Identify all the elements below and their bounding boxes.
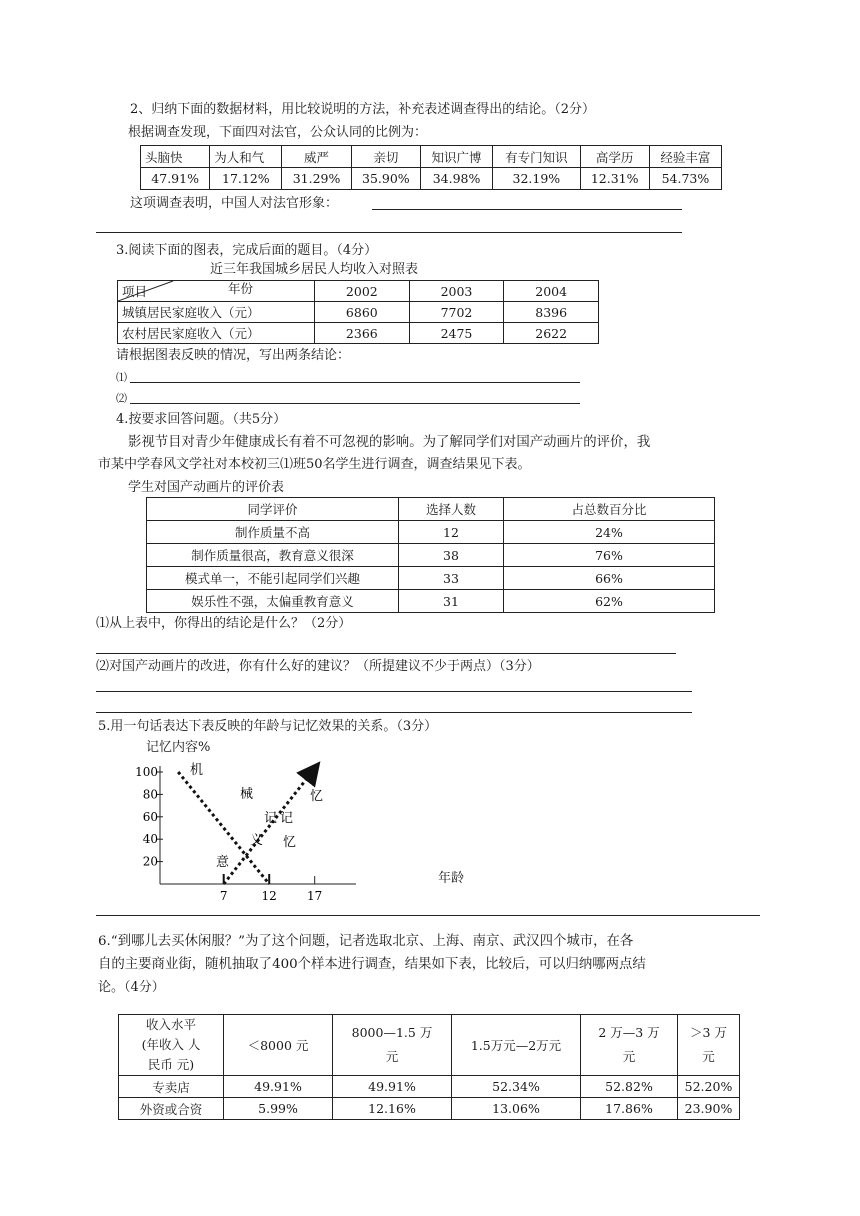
y-tick-label: 60: [142, 809, 158, 824]
q6-col-header-line: 元: [385, 1049, 399, 1064]
q4-header-count: 选择人数: [399, 498, 504, 521]
table-row: [119, 1015, 740, 1076]
q6-col-header-line: 8000—1.5 万: [351, 1025, 433, 1040]
q3-row-label-urban: 城镇居民家庭收入（元）: [118, 302, 315, 323]
q6-corner-line: (年收入 人: [141, 1037, 201, 1052]
q6-table: [118, 1014, 740, 1120]
q5-ylabel: 记忆内容%: [146, 740, 211, 755]
q6-col-header-line: 元: [622, 1049, 636, 1064]
q4-title: 4.按要求回答问题。（共5分）: [116, 412, 287, 427]
q6-col-header: [581, 1015, 678, 1076]
q3-prompt: 请根据图表反映的情况，写出两条结论：: [116, 348, 351, 363]
q4-answer-line-2[interactable]: [96, 691, 692, 692]
meaningful-label-char: 忆: [310, 789, 324, 804]
q3-cell: 2622: [504, 323, 599, 344]
q4-row-count: 33: [399, 567, 504, 590]
q2-table: [140, 145, 722, 190]
q2-header-7: 高学历: [580, 146, 649, 168]
q3-cell: 8396: [504, 302, 599, 323]
y-tick-label: 20: [142, 854, 158, 869]
q2-value-5: 34.98%: [420, 168, 492, 190]
q4-row-pct: 24%: [504, 521, 715, 544]
q6-cell: 52.34%: [452, 1076, 581, 1098]
q3-corner-cell: [118, 281, 315, 302]
q6-cell: 17.86%: [581, 1098, 678, 1120]
q6-col-header: [333, 1015, 452, 1076]
q6-cell: 13.06%: [452, 1098, 581, 1120]
q6-col-header-line: 元: [702, 1049, 715, 1064]
q4-sub1: ⑴从上表中，你得出的结论是什么？（2分）: [96, 616, 352, 631]
q4-row-label: 制作质量不高: [147, 521, 399, 544]
q6-corner-cell: [119, 1015, 224, 1076]
q3-year-1: 2002: [315, 281, 410, 302]
q2-value-7: 12.31%: [580, 168, 649, 190]
y-tick-label: 40: [142, 832, 158, 847]
table-row: [147, 567, 715, 590]
meaningful-label-char: 记: [280, 811, 294, 826]
meaningful-label-char: 意: [216, 855, 230, 870]
q6-cell: 49.91%: [333, 1076, 452, 1098]
q2-header-2: 为人和气: [210, 146, 282, 168]
x-tick-label: 12: [261, 889, 277, 903]
x-tick-label: 17: [307, 889, 323, 903]
table-row: [141, 146, 722, 168]
q4-answer-line-3[interactable]: [96, 712, 692, 713]
table-row: [118, 323, 599, 344]
q6-corner-line: 民币 元): [147, 1057, 195, 1072]
q2-value-6: 32.19%: [493, 168, 580, 190]
q3-cell: 7702: [409, 302, 504, 323]
q3-cell: 2366: [315, 323, 410, 344]
q3-table: [117, 280, 599, 344]
mechanical-label-char: 械: [240, 787, 254, 802]
q4-row-count: 38: [399, 544, 504, 567]
q6-para2: 自的主要商业街，随机抽取了400个样本进行调查，结果如下表，比较后，可以归纳哪两点结: [98, 957, 646, 972]
q4-row-pct: 62%: [504, 590, 715, 613]
q2-header-3: 威严: [282, 146, 351, 168]
table-row: [147, 590, 715, 613]
q4-row-count: 31: [399, 590, 504, 613]
q3-row-label-rural: 农村居民家庭收入（元）: [118, 323, 315, 344]
q6-col-header-line: 2 万—3 万: [598, 1025, 660, 1040]
q6-cell: 52.82%: [581, 1076, 678, 1098]
table-row: [119, 1076, 740, 1098]
mechanical-label-char: 忆: [283, 835, 297, 850]
q2-value-8: 54.73%: [649, 168, 721, 190]
q3-cell: 2475: [409, 323, 504, 344]
table-row: [118, 281, 599, 302]
q4-table: [146, 497, 715, 613]
q3-table-title: 近三年我国城乡居民人均收入对照表: [210, 262, 419, 277]
q6-cell: 23.90%: [678, 1098, 740, 1120]
q4-para2: 市某中学春风文学社对本校初三⑴班50名学生进行调查，调查结果见下表。: [98, 457, 531, 472]
q6-cell: 5.99%: [224, 1098, 333, 1120]
q6-cell: 12.16%: [333, 1098, 452, 1120]
table-row: [141, 168, 722, 190]
q4-row-pct: 76%: [504, 544, 715, 567]
q6-row-label: 外资或合资: [119, 1098, 224, 1120]
q2-value-4: 35.90%: [351, 168, 420, 190]
q2-value-1: 47.91%: [141, 168, 210, 190]
q6-para3: 论。（4分）: [98, 980, 165, 995]
mechanical-label-char: 机: [190, 763, 204, 778]
q2-answer-line-2[interactable]: [96, 232, 682, 233]
q4-para1: 影视节目对青少年健康成长有着不可忽视的影响。为了解同学们对国产动画片的评价，我: [128, 435, 651, 450]
x-tick-label: 7: [219, 889, 228, 903]
table-row: [118, 302, 599, 323]
q3-corner-year: 年份: [228, 281, 254, 296]
meaningful-label-char: 义: [250, 833, 264, 848]
q4-row-label: 娱乐性不强，太偏重教育意义: [147, 590, 399, 613]
y-tick-label: 80: [142, 787, 158, 802]
q4-header-pct: 占总数百分比: [504, 498, 715, 521]
q2-header-5: 知识广博: [420, 146, 492, 168]
table-row: [147, 498, 715, 521]
table-row: [147, 521, 715, 544]
q6-corner-line: 收入水平: [145, 1017, 196, 1032]
table-row: [119, 1098, 740, 1120]
q4-sub2: ⑵对国产动画片的改进，你有什么好的建议？（所提建议不少于两点）（3分）: [96, 659, 540, 674]
q6-col-header-line: ＞3 万: [690, 1025, 727, 1040]
q2-title: 2、归纳下面的数据材料，用比较说明的方法，补充表述调查得出的结论。（2分）: [130, 102, 596, 117]
q2-header-4: 亲切: [351, 146, 420, 168]
q3-corner-item: 项目: [122, 284, 148, 299]
q5-xlabel: 年龄: [438, 871, 465, 886]
q6-cell: 52.20%: [678, 1076, 740, 1098]
q4-answer-line-1[interactable]: [96, 653, 676, 654]
memory-chart: [120, 760, 440, 910]
q6-col-header: [678, 1015, 740, 1076]
diagonal-divider: [118, 281, 322, 301]
q6-para1: 6.“到哪儿去买休闲服？”为了这个问题，记者选取北京、上海、南京、武汉四个城市，在各: [98, 934, 634, 949]
q3-item2: ⑵: [116, 392, 127, 405]
q2-value-2: 17.12%: [210, 168, 282, 190]
q5-title: 5.用一句话表达下表反映的年龄与记忆效果的关系。（3分）: [98, 719, 438, 734]
table-row: [147, 544, 715, 567]
q4-table-title: 学生对国产动画片的评价表: [128, 480, 285, 495]
q2-answer-prompt: 这项调查表明，中国人对法官形象：: [130, 196, 339, 211]
q4-row-label: 制作质量很高，教育意义很深: [147, 544, 399, 567]
q3-year-3: 2004: [504, 281, 599, 302]
q5-answer-line[interactable]: [96, 915, 760, 916]
q2-intro: 根据调查发现，下面四对法官，公众认同的比例为：: [128, 125, 428, 140]
q2-header-8: 经验丰富: [649, 146, 721, 168]
q2-value-3: 31.29%: [282, 168, 351, 190]
q3-item1: ⑴: [116, 371, 127, 384]
y-tick-label: 100: [135, 765, 158, 779]
q4-row-label: 模式单一，不能引起同学们兴趣: [147, 567, 399, 590]
q3-year-2: 2003: [409, 281, 504, 302]
q6-col-header: 1.5万元—2万元: [452, 1015, 581, 1076]
q4-row-count: 12: [399, 521, 504, 544]
q2-header-1: 头脑快: [141, 146, 210, 168]
q2-answer-line[interactable]: [372, 209, 682, 210]
q3-answer-line-1[interactable]: [130, 382, 580, 383]
q6-cell: 49.91%: [224, 1076, 333, 1098]
q3-cell: 6860: [315, 302, 410, 323]
q3-answer-line-2[interactable]: [130, 403, 580, 404]
q4-header-eval: 同学评价: [147, 498, 399, 521]
q4-row-pct: 66%: [504, 567, 715, 590]
q6-row-label: 专卖店: [119, 1076, 224, 1098]
mechanical-label-char: 记: [264, 811, 278, 826]
q6-col-header: ＜8000 元: [224, 1015, 333, 1076]
q3-title: 3.阅读下面的图表，完成后面的题目。（4分）: [116, 243, 378, 258]
q2-header-6: 有专门知识: [493, 146, 580, 168]
